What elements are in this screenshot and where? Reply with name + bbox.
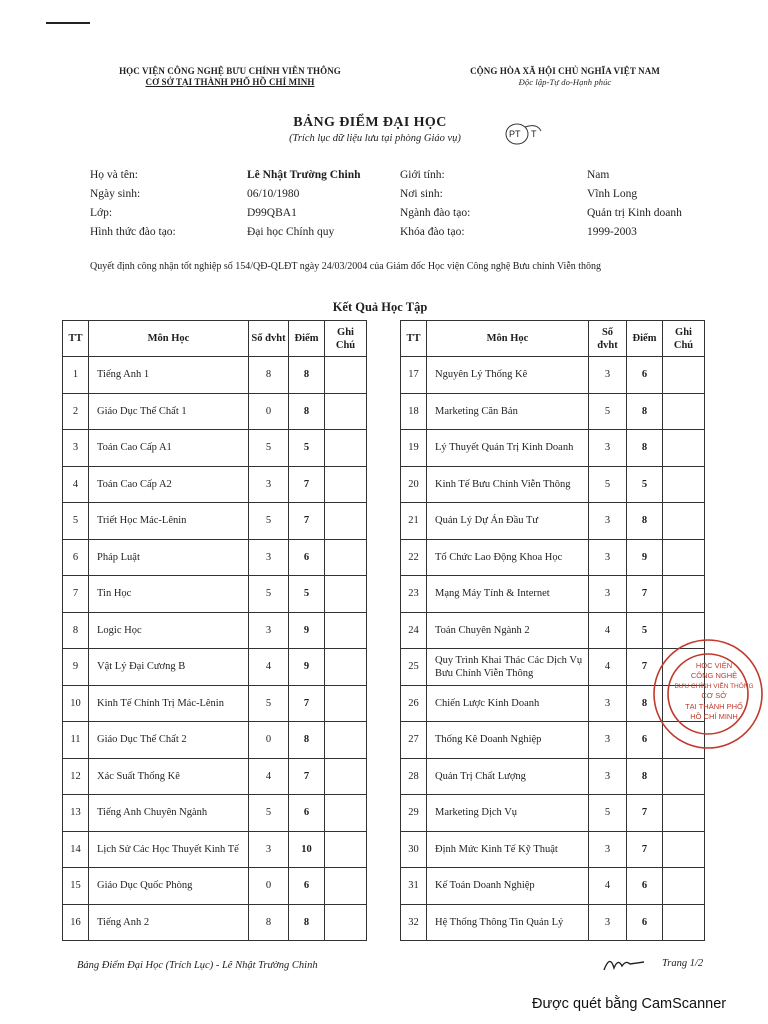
subject-note	[325, 685, 367, 722]
row-number: 29	[401, 795, 427, 832]
mode-label: Hình thức đào tạo:	[90, 226, 176, 238]
subject-credits: 8	[249, 904, 289, 941]
subject-name: Tiếng Anh 1	[89, 357, 249, 394]
subject-note	[663, 393, 705, 430]
subject-grade: 7	[627, 649, 663, 686]
subject-name: Xác Suất Thống Kê	[89, 758, 249, 795]
subject-grade: 8	[627, 685, 663, 722]
subject-grade: 7	[627, 831, 663, 868]
row-number: 4	[63, 466, 89, 503]
subject-name: Marketing Căn Bản	[427, 393, 589, 430]
subject-name: Quản Lý Dự Án Đầu Tư	[427, 503, 589, 540]
document-subtitle: (Trích lục dữ liệu lưu tại phòng Giáo vụ)	[289, 133, 461, 144]
col-note: Ghi Chú	[325, 321, 367, 357]
subject-name: Vật Lý Đại Cương B	[89, 649, 249, 686]
country-name: CỘNG HÒA XÃ HỘI CHỦ NGHĨA VIỆT NAM	[470, 66, 660, 76]
subject-grade: 8	[627, 503, 663, 540]
row-number: 8	[63, 612, 89, 649]
subject-grade: 8	[627, 393, 663, 430]
grades-body-left	[63, 357, 367, 941]
subject-grade: 7	[627, 795, 663, 832]
table-row	[401, 430, 705, 467]
subject-name: Chiến Lược Kinh Doanh	[427, 685, 589, 722]
table-row	[63, 539, 367, 576]
subject-grade: 6	[289, 868, 325, 905]
table-row	[63, 576, 367, 613]
row-number: 10	[63, 685, 89, 722]
subject-note	[325, 722, 367, 759]
subject-credits: 3	[589, 831, 627, 868]
subject-credits: 5	[249, 430, 289, 467]
subject-name: Giáo Dục Thể Chất 1	[89, 393, 249, 430]
subject-grade: 7	[289, 503, 325, 540]
info-values-left	[247, 166, 361, 242]
subject-name: Kinh Tế Bưu Chính Viễn Thông	[427, 466, 589, 503]
subject-name: Logic Học	[89, 612, 249, 649]
subject-grade: 6	[627, 357, 663, 394]
subject-grade: 7	[289, 466, 325, 503]
table-row	[63, 466, 367, 503]
subject-grade: 9	[627, 539, 663, 576]
subject-credits: 5	[249, 503, 289, 540]
table-row	[401, 831, 705, 868]
subject-credits: 4	[589, 612, 627, 649]
subject-note	[325, 868, 367, 905]
subject-name: Giáo Dục Thể Chất 2	[89, 722, 249, 759]
subject-credits: 3	[249, 539, 289, 576]
info-values-right	[587, 166, 682, 242]
seal-line-3: BƯU CHÍNH VIỄN THÔNG	[674, 683, 754, 690]
results-title: Kết Quả Học Tập	[332, 300, 428, 314]
seal-line-1: HỌC VIỆN	[695, 661, 733, 670]
graduation-decision: Quyết định công nhận tốt nghiệp số 154/QĐ-QLĐT ngày 24/03/2004 của Giám đốc Học viện Công nghệ Bưu chính Viễn thông	[90, 261, 602, 272]
row-number: 27	[401, 722, 427, 759]
row-number: 3	[63, 430, 89, 467]
col-tt: TT	[63, 321, 89, 357]
subject-name: Marketing Dịch Vụ	[427, 795, 589, 832]
subject-credits: 8	[249, 357, 289, 394]
subject-note	[325, 795, 367, 832]
row-number: 14	[63, 831, 89, 868]
row-number: 19	[401, 430, 427, 467]
country-header	[440, 66, 690, 88]
subject-credits: 0	[249, 722, 289, 759]
student-dob: 06/10/1980	[247, 188, 300, 200]
subject-name: Thống Kê Doanh Nghiệp	[427, 722, 589, 759]
col-grade: Điểm	[289, 321, 325, 357]
subject-note	[663, 795, 705, 832]
subject-note	[325, 503, 367, 540]
subject-credits: 3	[589, 685, 627, 722]
subject-name: Kinh Tế Chính Trị Mác-Lênin	[89, 685, 249, 722]
row-number: 21	[401, 503, 427, 540]
student-birthplace: Vĩnh Long	[587, 188, 638, 200]
subject-note	[325, 831, 367, 868]
table-row	[63, 758, 367, 795]
row-number: 26	[401, 685, 427, 722]
row-number: 5	[63, 503, 89, 540]
student-name: Lê Nhật Trường Chinh	[247, 169, 361, 181]
table-row	[63, 393, 367, 430]
table-row	[63, 503, 367, 540]
col-subject: Môn Học	[89, 321, 249, 357]
seal-line-4: CƠ SỞ	[701, 691, 727, 700]
footer-caption: Bảng Điểm Đại Học (Trích Lục) - Lê Nhật Trường Chinh	[77, 960, 318, 971]
page-number: Trang 1/2	[662, 958, 704, 969]
table-row	[401, 904, 705, 941]
subject-note	[325, 466, 367, 503]
row-number: 15	[63, 868, 89, 905]
table-row	[401, 393, 705, 430]
subject-credits: 4	[589, 649, 627, 686]
subject-grade: 9	[289, 649, 325, 686]
subject-credits: 3	[589, 430, 627, 467]
subject-name: Kế Toán Doanh Nghiệp	[427, 868, 589, 905]
row-number: 25	[401, 649, 427, 686]
subject-credits: 3	[589, 758, 627, 795]
institute-header	[100, 66, 360, 88]
subject-name: Lịch Sử Các Học Thuyết Kinh Tế	[89, 831, 249, 868]
table-row	[63, 904, 367, 941]
subject-name: Tổ Chức Lao Động Khoa Học	[427, 539, 589, 576]
table-row	[401, 503, 705, 540]
col-subject: Môn Học	[427, 321, 589, 357]
subject-credits: 4	[589, 868, 627, 905]
row-number: 23	[401, 576, 427, 613]
table-row	[63, 357, 367, 394]
subject-grade: 9	[289, 612, 325, 649]
subject-credits: 0	[249, 393, 289, 430]
table-row	[401, 539, 705, 576]
subject-grade: 6	[289, 539, 325, 576]
row-number: 16	[63, 904, 89, 941]
subject-name: Tin Học	[89, 576, 249, 613]
student-gender: Nam	[587, 169, 610, 181]
name-label: Họ và tên:	[90, 169, 138, 181]
student-major: Quản trị Kinh doanh	[587, 207, 682, 219]
row-number: 24	[401, 612, 427, 649]
document-title: BẢNG ĐIỂM ĐẠI HỌC	[293, 115, 447, 130]
class-label: Lớp:	[90, 207, 113, 219]
subject-name: Lý Thuyết Quản Trị Kinh Doanh	[427, 430, 589, 467]
subject-grade: 8	[289, 904, 325, 941]
subject-credits: 0	[249, 868, 289, 905]
subject-grade: 8	[289, 393, 325, 430]
table-row	[401, 795, 705, 832]
subject-credits: 3	[589, 357, 627, 394]
subject-credits: 5	[589, 466, 627, 503]
table-row	[63, 649, 367, 686]
subject-note	[663, 357, 705, 394]
country-motto: Độc lập-Tự do-Hạnh phúc	[518, 77, 612, 87]
subject-grade: 5	[289, 576, 325, 613]
subject-name: Quy Trình Khai Thác Các Dịch Vụ Bưu Chính Viễn Thông	[427, 649, 589, 686]
subject-grade: 7	[289, 758, 325, 795]
student-class: D99QBA1	[247, 207, 297, 219]
subject-note	[325, 904, 367, 941]
row-number: 1	[63, 357, 89, 394]
subject-name: Hệ Thống Thông Tin Quản Lý	[427, 904, 589, 941]
table-row	[63, 831, 367, 868]
subject-grade: 5	[627, 466, 663, 503]
subject-note	[663, 539, 705, 576]
subject-name: Định Mức Kinh Tế Kỹ Thuật	[427, 831, 589, 868]
seal-line-6: HỒ CHÍ MINH	[690, 712, 738, 721]
subject-note	[325, 758, 367, 795]
info-labels-right	[400, 166, 470, 242]
svg-text:PT: PT	[509, 129, 521, 139]
subject-credits: 5	[589, 393, 627, 430]
table-row	[401, 868, 705, 905]
subject-grade: 8	[627, 758, 663, 795]
subject-note	[663, 904, 705, 941]
svg-text:T: T	[531, 129, 537, 139]
official-seal	[652, 622, 764, 766]
table-row	[401, 466, 705, 503]
subject-note	[663, 430, 705, 467]
subject-name: Nguyên Lý Thống Kê	[427, 357, 589, 394]
table-row	[63, 430, 367, 467]
subject-credits: 3	[589, 722, 627, 759]
subject-grade: 10	[289, 831, 325, 868]
gender-label: Giới tính:	[400, 169, 445, 181]
subject-credits: 4	[249, 758, 289, 795]
subject-grade: 8	[627, 430, 663, 467]
subject-name: Giáo Dục Quốc Phòng	[89, 868, 249, 905]
col-credits: Số đvht	[589, 321, 627, 357]
col-tt: TT	[401, 321, 427, 357]
subject-credits: 3	[249, 831, 289, 868]
subject-note	[325, 576, 367, 613]
subject-name: Pháp Luật	[89, 539, 249, 576]
subject-note	[325, 612, 367, 649]
subject-grade: 5	[289, 430, 325, 467]
row-number: 30	[401, 831, 427, 868]
scanner-watermark: Được quét bằng CamScanner	[532, 996, 727, 1012]
row-number: 28	[401, 758, 427, 795]
subject-credits: 3	[589, 503, 627, 540]
table-row	[63, 685, 367, 722]
scan-mark	[46, 22, 90, 24]
subject-name: Quản Trị Chất Lượng	[427, 758, 589, 795]
table-header-row	[63, 321, 367, 357]
row-number: 7	[63, 576, 89, 613]
subject-name: Toán Cao Cấp A1	[89, 430, 249, 467]
seal-line-5: TẠI THÀNH PHỐ	[685, 702, 743, 711]
grades-table-left	[62, 320, 367, 941]
subject-note	[325, 430, 367, 467]
subject-credits: 4	[249, 649, 289, 686]
subject-credits: 5	[589, 795, 627, 832]
row-number: 31	[401, 868, 427, 905]
row-number: 17	[401, 357, 427, 394]
subject-credits: 3	[589, 576, 627, 613]
birthplace-label: Nơi sinh:	[400, 188, 443, 200]
student-mode: Đại học Chính quy	[247, 226, 335, 238]
student-course: 1999-2003	[587, 226, 637, 238]
row-number: 6	[63, 539, 89, 576]
subject-credits: 5	[249, 795, 289, 832]
subject-name: Mạng Máy Tính & Internet	[427, 576, 589, 613]
dob-label: Ngày sinh:	[90, 188, 141, 200]
subject-note	[325, 393, 367, 430]
row-number: 2	[63, 393, 89, 430]
row-number: 20	[401, 466, 427, 503]
subject-name: Toán Cao Cấp A2	[89, 466, 249, 503]
row-number: 11	[63, 722, 89, 759]
major-label: Ngành đào tạo:	[400, 207, 471, 219]
col-note: Ghi Chú	[663, 321, 705, 357]
row-number: 9	[63, 649, 89, 686]
subject-note	[325, 357, 367, 394]
subject-grade: 6	[627, 868, 663, 905]
info-labels-left	[90, 166, 176, 242]
row-number: 18	[401, 393, 427, 430]
subject-credits: 3	[589, 539, 627, 576]
subject-grade: 5	[627, 612, 663, 649]
subject-grade: 8	[289, 722, 325, 759]
table-row	[63, 795, 367, 832]
seal-line-2: CÔNG NGHỆ	[690, 671, 738, 680]
table-row	[63, 612, 367, 649]
table-header-row	[401, 321, 705, 357]
table-row	[401, 357, 705, 394]
subject-note	[663, 466, 705, 503]
table-row	[63, 868, 367, 905]
subject-note	[663, 868, 705, 905]
subject-grade: 8	[289, 357, 325, 394]
subject-credits: 3	[249, 612, 289, 649]
signature	[600, 950, 650, 976]
ptit-logo	[503, 121, 543, 147]
col-grade: Điểm	[627, 321, 663, 357]
subject-note	[325, 539, 367, 576]
row-number: 13	[63, 795, 89, 832]
subject-grade: 7	[289, 685, 325, 722]
institute-name: HỌC VIỆN CÔNG NGHỆ BƯU CHÍNH VIỄN THÔNG	[119, 66, 341, 76]
subject-credits: 5	[249, 576, 289, 613]
subject-grade: 6	[627, 904, 663, 941]
course-label: Khóa đào tạo:	[400, 226, 465, 238]
subject-note	[663, 831, 705, 868]
subject-note	[325, 649, 367, 686]
row-number: 32	[401, 904, 427, 941]
subject-note	[663, 503, 705, 540]
campus-name: CƠ SỞ TẠI THÀNH PHỐ HỒ CHÍ MINH	[145, 77, 315, 87]
subject-grade: 6	[627, 722, 663, 759]
subject-grade: 7	[627, 576, 663, 613]
table-row	[63, 722, 367, 759]
subject-credits: 3	[589, 904, 627, 941]
table-row	[401, 576, 705, 613]
subject-grade: 6	[289, 795, 325, 832]
subject-credits: 3	[249, 466, 289, 503]
subject-name: Toán Chuyên Ngành 2	[427, 612, 589, 649]
subject-credits: 5	[249, 685, 289, 722]
subject-name: Triết Học Mác-Lênin	[89, 503, 249, 540]
subject-note	[663, 576, 705, 613]
row-number: 22	[401, 539, 427, 576]
col-credits: Số đvht	[249, 321, 289, 357]
subject-name: Tiếng Anh 2	[89, 904, 249, 941]
row-number: 12	[63, 758, 89, 795]
subject-name: Tiếng Anh Chuyên Ngành	[89, 795, 249, 832]
